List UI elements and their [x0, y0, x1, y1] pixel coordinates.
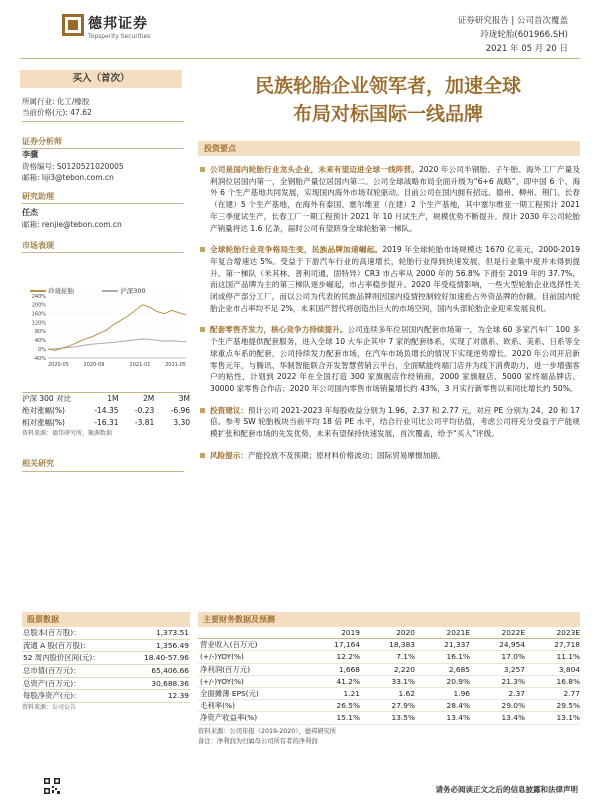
fin-cell: 28.4% — [446, 701, 470, 711]
divider — [22, 252, 184, 253]
stock-source: 资料来源：公司公告 — [22, 704, 77, 712]
fin-header-cell: 2023E — [556, 628, 580, 637]
paragraph-lead: 全球轮胎行业竞争格局生变，民族品牌加速崛起。 — [210, 245, 383, 255]
bullet-icon — [200, 408, 205, 413]
bullet-icon — [200, 327, 205, 332]
fin-cell: 20.9% — [446, 676, 470, 686]
investment-highlights — [198, 164, 580, 471]
financials-remark: 备注：净利润为归属母公司所有者的净利润 — [198, 737, 318, 745]
fin-cell: 13.5% — [391, 713, 415, 723]
financials-row — [198, 700, 580, 712]
divider — [22, 203, 184, 204]
highlight-paragraph — [198, 405, 580, 440]
title-line: 民族轮胎企业领军者，加速全球 — [254, 75, 521, 97]
stock-value: 12.39 — [167, 691, 189, 701]
series-line — [48, 339, 186, 349]
bullet-icon — [200, 167, 205, 172]
stock-label: 52 周内股价区间(元)： — [23, 653, 100, 663]
brand-name: 德邦证券 — [88, 16, 148, 32]
perf-cell: -6.96 — [170, 406, 191, 415]
report-header — [0, 0, 600, 62]
fin-cell: 3,257 — [503, 664, 525, 674]
perf-header-row — [22, 393, 190, 405]
perf-row — [22, 405, 190, 417]
financials-title: 主要财务数据及预测 — [198, 612, 580, 627]
stock-value: 18.40-57.96 — [144, 653, 189, 663]
fin-cell: 净利润(百万元) — [200, 664, 251, 674]
fin-cell: 15.1% — [336, 713, 360, 723]
perf-cell: 相对涨幅(%) — [22, 418, 65, 427]
stock-data-title: 股票数据 — [22, 612, 190, 627]
stock-row — [22, 627, 190, 640]
y-tick-label: 80% — [34, 329, 46, 336]
fin-cell: 26.5% — [336, 701, 360, 711]
financials-row — [198, 639, 580, 651]
y-tick-label: 120% — [31, 320, 46, 327]
fin-cell: 17,164 — [334, 640, 360, 650]
fin-cell: 41.2% — [336, 676, 360, 686]
paragraph-text: 预计公司 2021-2023 年每股收益分别为 1.96、2.37 和 2.77 元，对应 PE 分别为 24、20 和 17 倍。参考 SW 轮胎板块当前平均 18 倍 PE 水平，结合行业可比公司平均估值，考虑公司将充分受益于产能规模扩张和配套市场的先发优势，未来有望保持快速发展，首次覆盖，给予“买入”评级。 — [210, 405, 581, 439]
legend-label-stock: 玲珑轮胎 — [48, 287, 75, 295]
y-tick-label: 200% — [31, 302, 46, 309]
paragraph-lead: 配套零售齐发力，核心竞争力持续提升。 — [210, 325, 348, 335]
y-tick-label: 0% — [38, 346, 46, 353]
perf-header-cell: 沪深 300 对比 — [22, 394, 72, 403]
stock-label: 流通 A 股(百万股)： — [23, 640, 91, 650]
fin-cell: 2,220 — [393, 664, 415, 674]
y-tick-label: 240% — [31, 293, 46, 300]
perf-cell: -16.31 — [94, 418, 119, 427]
perf-header-cell: 2M — [143, 394, 155, 403]
title-line: 布局对标国际一线品牌 — [292, 103, 483, 125]
related-research-title: 相关研究 — [22, 459, 54, 468]
highlights-label: 投资要点 — [198, 141, 580, 156]
fin-cell: 27.9% — [391, 701, 415, 711]
fin-cell: 24,954 — [499, 640, 525, 650]
fin-header-cell — [198, 627, 305, 638]
highlight-paragraph — [198, 324, 580, 394]
paragraph-text: 产能投放不及预期；原材料价格波动；国际贸易摩擦加剧。 — [247, 450, 446, 460]
highlight-paragraph — [198, 450, 580, 462]
assistant-email[interactable]: 邮箱: renjie@tebon.com.cn — [22, 220, 122, 229]
fin-cell: 21.3% — [501, 676, 525, 686]
paragraph-lead: 风险提示： — [210, 450, 248, 460]
report-date: 2021 年 05 月 20 日 — [485, 44, 568, 54]
qr-code-icon — [44, 778, 60, 794]
x-tick-label: 2021-05 — [165, 362, 186, 368]
fin-cell: (+/-)YOY(%) — [200, 652, 244, 662]
fin-cell: 全面摊薄 EPS(元) — [200, 688, 259, 698]
series-line — [48, 305, 186, 350]
highlight-paragraph — [198, 164, 580, 234]
fin-cell: 13.4% — [446, 713, 470, 723]
fin-cell: 21,337 — [444, 640, 470, 650]
analyst-email[interactable]: 邮箱: liji3@tebon.com.cn — [22, 173, 114, 182]
stock-value: 1,373.51 — [156, 628, 189, 637]
financials-row — [198, 688, 580, 700]
divider — [22, 471, 184, 472]
financials-source: 资料来源：公司年报（2019-2020），德邦研究所 — [198, 727, 337, 735]
perf-header-cell: 3M — [178, 394, 191, 403]
rating-badge: 买入（首次） — [20, 70, 182, 88]
x-tick-label: 2020-05 — [48, 362, 69, 368]
fin-cell: 净资产收益率(%) — [200, 713, 258, 723]
fin-cell: 29.0% — [501, 701, 525, 711]
fin-cell: 1,668 — [338, 664, 360, 674]
fin-cell: 13.1% — [556, 713, 580, 723]
bullet-icon — [200, 247, 205, 252]
fin-cell: 2.77 — [563, 688, 580, 698]
perf-cell: 绝对涨幅(%) — [22, 406, 65, 415]
bullet-icon — [200, 453, 205, 458]
x-tick-label: 2020-09 — [83, 362, 105, 368]
fin-cell: 12.2% — [336, 652, 360, 662]
fin-cell: 1.96 — [453, 688, 470, 698]
highlight-paragraph — [198, 244, 580, 314]
fin-cell: 16.8% — [556, 676, 580, 686]
paragraph-text: 2020 年公司半钢胎、子午胎、海外工厂产量及利润位居国内第一，全钢胎产量位居国内第二。公司全球战略布局全面升级为“6+6 战略”，即中国 6 个、海外 6 个生产基地共同发展，实现国内海外市场双轮驱动。目前公司在国内拥有招远、德州、柳州、荆门、长春（在建）5 个生产基地，在海外有泰国、塞尔维亚（在建）2 个生产基地，其中塞尔维亚一期工程预计 2021 年三季度试生产，长春工厂一期工程预计 2021 年 10 月试生产，规模优势不断提升。预计 2030 年公司轮胎产销量将达 1.6 亿条，届时公司有望跻身全球轮胎第一梯队。 — [210, 165, 580, 233]
tebon-logo-icon — [62, 14, 84, 36]
y-tick-label: -40% — [33, 355, 46, 362]
paragraph-lead: 公司是国内轮胎行业龙头企业，未来有望迈进全球一线阵营。 — [210, 165, 419, 174]
fin-header-cell: 2019 — [341, 628, 360, 637]
stock-value: 30,688.36 — [151, 678, 189, 688]
financials-panel — [198, 612, 580, 747]
company-code: 玲珑轮胎(601966.SH) — [480, 30, 568, 40]
assistant-section-title: 研究助理 — [22, 192, 54, 201]
fin-cell: 营业收入(百万元) — [200, 640, 258, 650]
fin-cell: 16.1% — [446, 652, 470, 662]
fin-cell: 29.5% — [556, 701, 580, 711]
fin-header-cell: 2020 — [396, 628, 415, 637]
fin-cell: (+/-)YOY(%) — [200, 676, 244, 686]
header-meta — [458, 14, 568, 56]
fin-cell: 2,685 — [448, 664, 470, 674]
fin-cell: 2.37 — [508, 688, 525, 698]
perf-cell: -0.23 — [134, 406, 155, 415]
analyst-cert: 资格编号: S0120521020005 — [22, 162, 124, 171]
paragraph-text: 公司连续多年位居国内配套市场第一，为全球 60 多家汽车厂 100 多个生产基地提供配套服务，进入全球 10 大车企其中 7 家的配套体系，实现了对德系、欧系、美系、日系等全球重点车系的配套，公司持续发力配套市场，在汽车市场负增长的情况下实现逆势增长。2020 年公司开启新零售元年，与腾讯、华制智能联合开发智慧营销云平台，全面赋能终端门店并为线下消费助力，进一步增强客户的粘性，计划到 2022 年在全国打造 300 家旗舰店作经销商，2000 家旗舰店、5000 家终端品牌店、30000 家零售合作店；2020 年公司国内零售市场销量增长约 43%，3 月实行新零售以来同比增长约 50%。 — [210, 325, 581, 393]
fin-cell: 33.1% — [391, 676, 415, 686]
fin-cell: 17.0% — [501, 652, 525, 662]
fin-cell: 13.4% — [501, 713, 525, 723]
market-section-title: 市场表现 — [22, 241, 54, 250]
page-title — [198, 72, 578, 128]
financials-header-row — [198, 627, 580, 639]
header-divider — [20, 58, 580, 59]
x-tick-label: 2021-01 — [129, 362, 151, 368]
current-price: 当前价格(元): 47.62 — [22, 108, 92, 117]
stock-row — [22, 652, 190, 665]
stock-label: 总资产(百万元)： — [23, 678, 81, 688]
fin-header-cell: 2021E — [446, 628, 470, 637]
stock-data-panel — [22, 612, 190, 713]
fin-cell: 毛利率(%) — [200, 701, 235, 711]
financials-row — [198, 651, 580, 663]
y-tick-label: 160% — [31, 311, 46, 318]
stock-value: 1,356.49 — [156, 640, 189, 650]
financials-row — [198, 676, 580, 688]
stock-row — [22, 640, 190, 653]
left-info-column — [22, 96, 192, 253]
perf-source: 资料来源：德邦研究所，聚源数据 — [22, 430, 113, 437]
analyst-section-title: 证券分析师 — [22, 137, 62, 146]
stock-row — [22, 665, 190, 678]
fin-cell: 3,804 — [558, 664, 580, 674]
brand-name-en: Topsperity Securities — [88, 33, 151, 40]
y-tick-label: 40% — [34, 338, 46, 345]
analyst-name: 李骥 — [22, 150, 38, 159]
stock-label: 总市值(百万元)： — [23, 666, 81, 676]
stock-value: 65,406.66 — [151, 666, 189, 676]
perf-header-cell: 1M — [107, 394, 119, 403]
perf-cell: 3.30 — [173, 418, 191, 427]
paragraph-lead: 投资建议： — [210, 405, 249, 415]
fin-cell: 11.1% — [556, 652, 580, 662]
stock-row — [22, 678, 190, 691]
report-type: 证券研究报告 | 公司首次覆盖 — [457, 16, 568, 26]
fin-cell: 1.62 — [398, 688, 415, 698]
paragraph-text: 2019 年全球轮胎市场规模达 1670 亿美元，2000-2019 年复合增速达 5%。受益于下游汽车行业的高速增长，轮胎行业得到快速发展，但是行业集中度并未得到提升。第一梯队（米其林、普利司通、固特异）CR3 市占率从 2000 年的 56.8% 下滑至 2019 年的 37.7%，而这国产品牌为主的第三梯队逐步崛起，市占率稳步提升。2020 年受疫情影响，一些大型轮胎企业选择性关闭或停产部分工厂，而以公司为代表的民族品牌则因国内疫情控制较好加速抢占外资品牌的份额。目前国内轮胎企业市占率均不足 2%，未来国产替代将创造出巨大的市场空间，国内头部轮胎企业迎来发展良机。 — [210, 245, 580, 313]
stock-row — [22, 690, 190, 703]
divider — [22, 121, 184, 122]
assistant-name: 任杰 — [22, 208, 38, 217]
fin-cell: 7.1% — [396, 652, 415, 662]
performance-table — [22, 392, 190, 439]
fin-cell: 27,718 — [554, 640, 580, 650]
perf-cell: -14.35 — [94, 406, 119, 415]
fin-cell: 1.21 — [343, 688, 360, 698]
market-performance-chart — [22, 282, 190, 372]
financials-row — [198, 712, 580, 724]
stock-label: 每股净资产(元)： — [23, 691, 81, 701]
stock-label: 总股本(百万股)： — [23, 628, 81, 637]
fin-header-cell: 2022E — [501, 628, 525, 637]
perf-row — [22, 417, 190, 429]
perf-cell: -3.81 — [134, 418, 155, 427]
disclaimer-footer: 请务必阅读正文之后的信息披露和法律声明 — [435, 785, 578, 794]
legend-label-index: 沪深300 — [120, 287, 146, 295]
financials-row — [198, 664, 580, 676]
fin-cell: 18,383 — [389, 640, 415, 650]
industry: 所属行业: 化工/橡胶 — [22, 97, 90, 106]
